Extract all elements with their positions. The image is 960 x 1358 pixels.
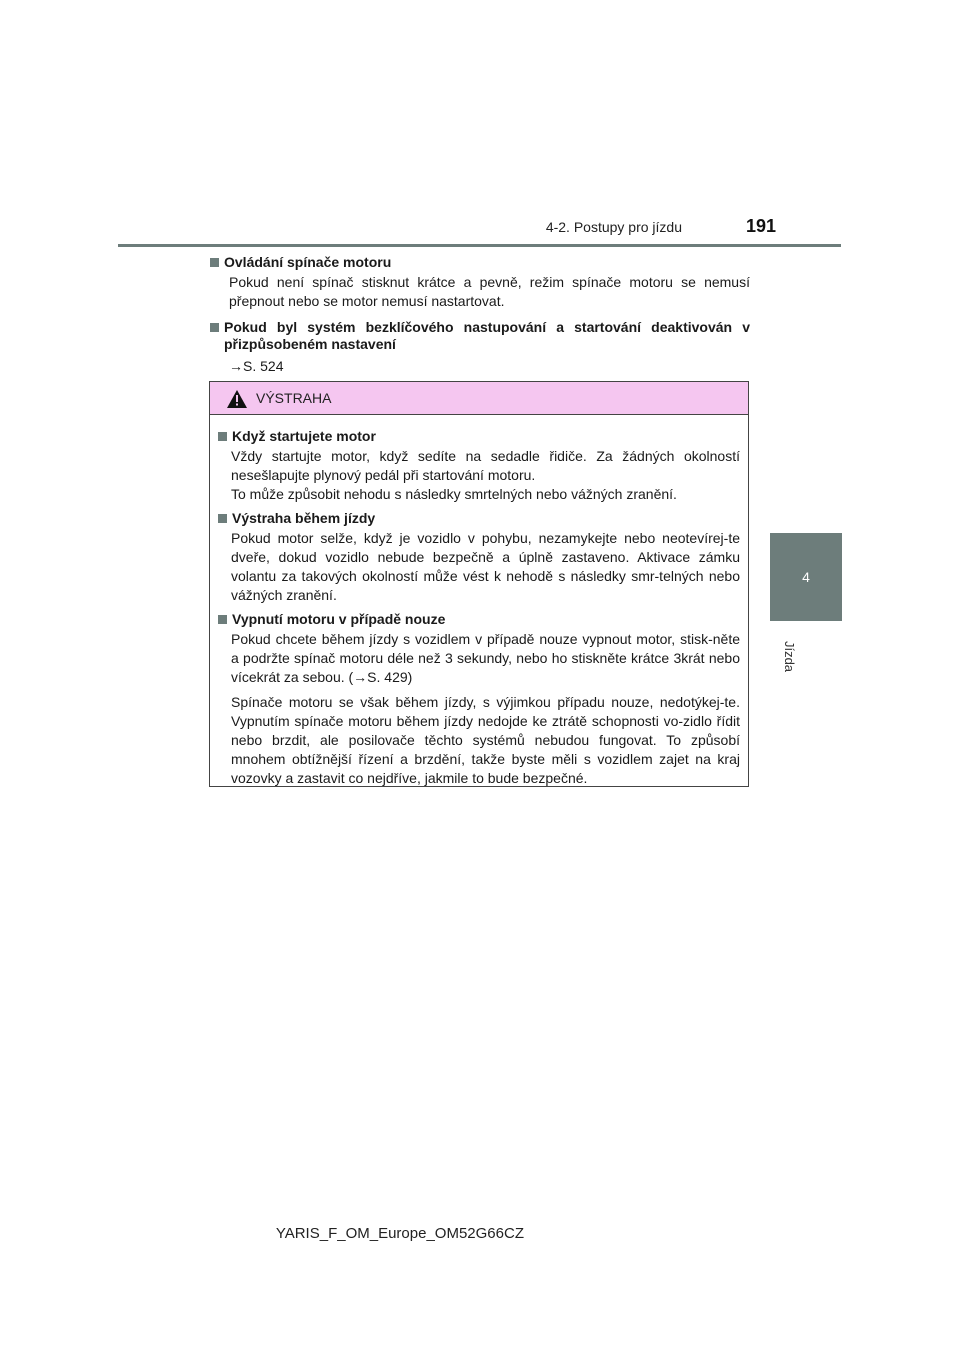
warning-body bbox=[210, 415, 748, 788]
warning-title: VÝSTRAHA bbox=[256, 390, 332, 406]
square-bullet-icon bbox=[218, 615, 227, 624]
header-divider bbox=[118, 244, 841, 247]
warning-header bbox=[210, 382, 748, 415]
main-content bbox=[210, 254, 750, 376]
warning-item-heading bbox=[218, 510, 740, 527]
warning-paragraph: To může způsobit nehodu s následky smrtelných nebo vážných zranění. bbox=[231, 486, 677, 502]
warning-paragraph: Spínače motoru se však během jízdy, s výjimkou případu nouze, nedotýkej-te. Vypnutím spínače motoru během jízdy nedojde ke ztrátě schopnosti vo-zidlo řídit nebo brzdit, ale posilovače těchto systémů nebudou fungovat. To způsobí mnohem obtížnější řízení a brzdění, takže byste měli s vozidlem zajet na kraj vozovky a zastavit co nejdříve, jakmile to bude bezpečné. bbox=[231, 694, 740, 786]
warning-item-heading bbox=[218, 428, 740, 445]
warning-triangle-icon bbox=[227, 390, 247, 408]
page-number: 191 bbox=[745, 216, 776, 236]
warning-item-text bbox=[218, 447, 740, 504]
warning-item-heading-text: Když startujete motor bbox=[232, 428, 376, 444]
warning-item-heading-text: Výstraha během jízdy bbox=[232, 510, 376, 526]
square-bullet-icon bbox=[218, 432, 227, 441]
chapter-number: 4 bbox=[802, 569, 810, 585]
chapter-label bbox=[760, 626, 820, 686]
section-text: Pokud není spínač stisknut krátce a pevně, režim spínače motoru se nemusí přepnout nebo se motor nemusí nastartovat. bbox=[229, 274, 750, 309]
warning-item-heading bbox=[218, 611, 740, 628]
warning-paragraph: Vždy startujte motor, když sedíte na sedadle řidiče. Za žádných okolností nesešlapujte plynový pedál při startování motoru. bbox=[231, 448, 740, 483]
section-heading bbox=[210, 254, 750, 271]
chapter-label-text: Jízda bbox=[782, 640, 798, 672]
document-code: YARIS_F_OM_Europe_OM52G66CZ bbox=[275, 1225, 524, 1242]
section-heading bbox=[210, 319, 750, 353]
warning-item-heading-text: Vypnutí motoru v případě nouze bbox=[232, 611, 446, 627]
warning-paragraph: Pokud motor selže, když je vozidlo v pohybu, nezamykejte nebo neotevírej-te dveře, dokud vozidlo nebude bezpečně a úplně zastaveno. Aktivace zámku volantu za takových okolností může vést k nehodě s následky smr-telných nebo vážných zranění. bbox=[231, 530, 740, 603]
warning-paragraph: Pokud chcete během jízdy s vozidlem v případě nouze vypnout motor, stisk-něte a podržte spínač motoru déle než 3 sekundy, nebo ho stiskněte krátce 3krát nebo vícekrát za sebou. (→S. 429) bbox=[231, 631, 740, 685]
warning-item-text bbox=[218, 529, 740, 605]
square-bullet-icon bbox=[218, 514, 227, 523]
chapter-tab[interactable] bbox=[770, 533, 842, 621]
square-bullet-icon bbox=[210, 258, 219, 267]
warning-item-text bbox=[218, 630, 740, 788]
square-bullet-icon bbox=[210, 323, 219, 332]
section-heading-text: Ovládání spínače motoru bbox=[224, 254, 392, 270]
page-reference: →S. 524 bbox=[229, 358, 284, 374]
section-heading-text: Pokud byl systém bezklíčového nastupování a startování deaktivován v přizpůsobeném nastavení bbox=[224, 319, 750, 352]
section-title: 4-2. Postupy pro jízdu bbox=[545, 219, 682, 235]
warning-box bbox=[209, 381, 749, 787]
